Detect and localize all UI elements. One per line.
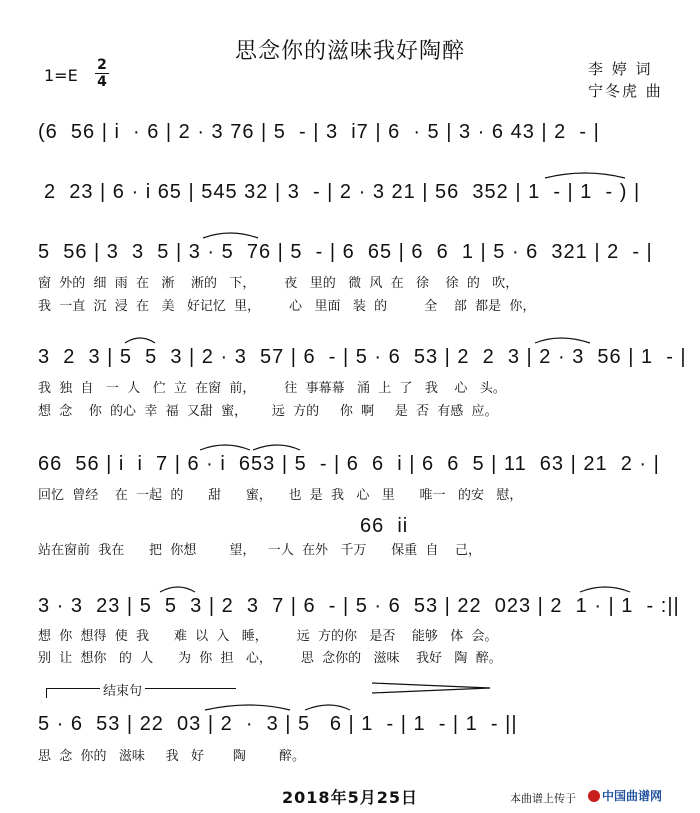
site-logo-icon [588, 790, 600, 802]
song-title: 思念你的滋味我好陶醉 [234, 39, 465, 64]
lyrics-line-7-verse-1: 思 念 你的 滋味 我 好 陶 醉。 [38, 749, 305, 764]
notation-line-3: 5 56 | 3 3 5 | 3 · 5 76 | 5 - | 6 65 | 6 6 1 | 5 · 6 321 | 2 - | [38, 241, 653, 263]
lyrics-line-5-verse-1: 回忆 曾经 在 一起 的 甜 蜜， 也 是 我 心 里 唯一 的安 慰， [38, 488, 523, 503]
notation-line-4: 3 2 3 | 5 5 3 | 2 · 3 57 | 6 - | 5 · 6 53 | 2 2 3 | 2 · 3 56 | 1 - | [38, 346, 687, 368]
lyrics-line-6-verse-2: 别 让 想你 的 人 为 你 担 心， 思 念你的 滋味 我好 陶 醉。 [38, 651, 502, 666]
notation-line-1: (6 56 | i · 6 | 2 · 3 76 | 5 - | 3 i7 | 6 · 5 | 3 · 6 43 | 2 - | [38, 121, 600, 143]
ending-bracket-tick [46, 688, 47, 698]
time-signature-bottom: 4 [97, 74, 107, 90]
key-signature: 1=E [44, 66, 78, 85]
upload-note: 本曲谱上传于 [510, 792, 576, 805]
notation-line-7: 5 · 6 53 | 22 03 | 2 · 3 | 5 6 | 1 - | 1 - | 1 - || [38, 713, 518, 735]
notation-line-5: 66 56 | i i 7 | 6 · i 653 | 5 - | 6 6 i | 6 6 5 | 11 63 | 21 2 · | [38, 453, 660, 475]
ending-label: 结束句 [100, 680, 145, 699]
notation-line-5-variant: 66 ii [360, 515, 409, 537]
notation-line-2: 2 23 | 6 · i 65 | 545 32 | 3 - | 2 · 3 21 | 56 352 | 1 - | 1 - ) | [44, 181, 641, 203]
lyrics-line-3-verse-2: 我 一直 沉 浸 在 美 好记忆 里， 心 里面 装 的 全 部 都是 你， [38, 299, 536, 314]
lyrics-line-4-verse-2: 想 念 你 的心 幸 福 又甜 蜜， 远 方的 你 啊 是 否 有感 应。 [38, 404, 498, 419]
lyrics-line-4-verse-1: 我 独 自 一 人 伫 立 在窗 前， 往 事幕幕 涌 上 了 我 心 头。 [38, 381, 506, 396]
publish-date: 2018年5月25日 [282, 788, 418, 807]
notation-line-6: 3 · 3 23 | 5 5 3 | 2 3 7 | 6 - | 5 · 6 53 | 22 023 | 2 1 · | 1 - :|| [38, 595, 680, 617]
site-logo[interactable] [588, 787, 662, 804]
time-signature [95, 58, 109, 89]
lyricist-credit: 李 婷 词 [588, 60, 653, 78]
lyrics-line-3-verse-1: 窗 外的 细 雨 在 淅 淅的 下， 夜 里的 微 风 在 徐 徐 的 吹， [38, 276, 519, 291]
site-name: 中国曲谱网 [602, 789, 663, 803]
time-signature-top: 2 [97, 57, 107, 73]
lyrics-line-5-verse-2: 站在窗前 我在 把 你想 望， 一人 在外 千万 保重 自 己， [38, 543, 482, 558]
diminuendo-mark [372, 681, 492, 695]
composer-credit: 宁冬虎 曲 [588, 82, 663, 100]
lyrics-line-6-verse-1: 想 你 想得 使 我 难 以 入 睡， 远 方的你 是否 能够 体 会。 [38, 629, 498, 644]
